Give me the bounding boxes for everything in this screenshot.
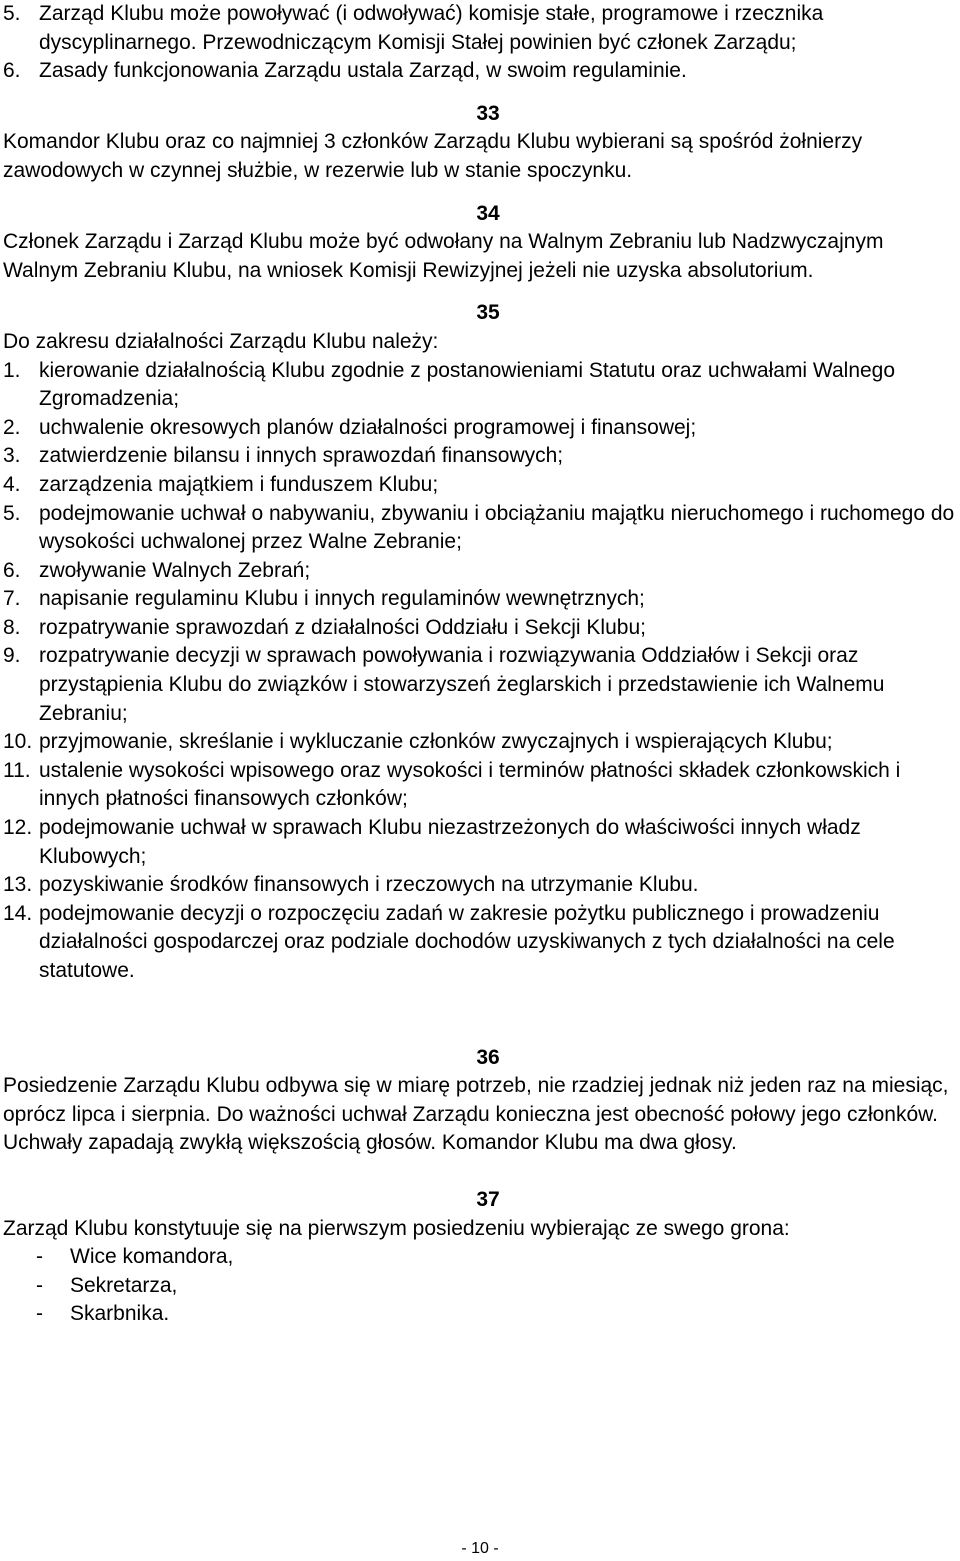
list-item-number: 14. (3, 901, 33, 925)
list-item-text: Zarząd Klubu może powoływać (i odwoływać) komisje stałe, programowe i rzecznika dyscyplinarnego. Przewodniczącym Komisji Stałej powinien być członek Zarządu; (39, 2, 824, 54)
list-item (3, 442, 956, 471)
list-item-number: 5. (3, 501, 21, 525)
list-item-dash: - (36, 1245, 43, 1269)
list-item-text: Wice komandora, (70, 1245, 234, 1269)
section-text: Członek Zarządu i Zarząd Klubu może być odwołany na Walnym Zebraniu lub Nadzwyczajnym Walnym Zebraniu Klubu, na wniosek Komisji Rewizyjnej jeżeli nie uzyska absolutorium. (3, 230, 884, 282)
list-item-number: 3. (3, 444, 21, 468)
section-heading: 33 (476, 101, 500, 125)
list-item (3, 0, 956, 57)
list-item (3, 900, 956, 986)
section-heading: 34 (476, 201, 500, 225)
list-item-text: Zasady funkcjonowania Zarządu ustala Zarząd, w swoim regulaminie. (39, 59, 687, 83)
section-intro: Do zakresu działalności Zarządu Klubu należy: (3, 329, 439, 353)
list-item-text: napisanie regulaminu Klubu i innych regulaminów wewnętrznych; (39, 587, 645, 611)
list-item-number: 2. (3, 415, 21, 439)
list-item-text: podejmowanie uchwał o nabywaniu, zbywaniu i obciążaniu majątku nieruchomego i ruchomego do wysokości uchwalonej przez Walne Zebranie; (39, 501, 955, 554)
list-item-text: zarządzenia majątkiem i funduszem Klubu; (39, 472, 439, 496)
list-item-text: podejmowanie uchwał w sprawach Klubu niezastrzeżonych do właściwości innych władz Klubowych; (39, 816, 861, 868)
section-heading: 37 (476, 1187, 500, 1211)
list-item-dash: - (36, 1273, 43, 1297)
list-item (3, 642, 956, 728)
list-item (36, 1272, 956, 1301)
list-item-number: 1. (3, 358, 21, 382)
list-item (3, 414, 956, 443)
list-item-number: 6. (3, 59, 21, 83)
section-37 (3, 1186, 956, 1329)
list-item (3, 814, 956, 871)
list-item (3, 614, 956, 643)
board-roles-list (3, 1243, 956, 1329)
list-item-text: rozpatrywanie sprawozdań z działalności Oddziału i Sekcji Klubu; (39, 615, 646, 639)
list-item-text: rozpatrywanie decyzji w sprawach powoływania i rozwiązywania Oddziałów i Sekcji oraz przystąpienia Klubu do związków i stowarzyszeń żeglarskich i przedstawienie ich Walnemu Zebraniu; (39, 644, 885, 725)
page-number: - 10 - (461, 1540, 499, 1557)
section-intro: Zarząd Klubu konstytuuje się na pierwszym posiedzeniu wybierając ze swego grona: (3, 1216, 790, 1240)
list-item (36, 1243, 956, 1272)
section-34 (3, 200, 956, 286)
section-heading: 35 (476, 301, 500, 325)
duties-list (3, 357, 956, 986)
list-item-text: przyjmowanie, skreślanie i wykluczanie członków zwyczajnych i wspierających Klubu; (39, 730, 833, 754)
section-36 (3, 1044, 956, 1158)
list-item-text: zwoływanie Walnych Zebrań; (39, 558, 311, 582)
section-heading: 36 (476, 1045, 500, 1069)
list-item-number: 9. (3, 644, 21, 668)
list-item (3, 357, 956, 414)
list-item-text: kierowanie działalnością Klubu zgodnie z postanowieniami Statutu oraz uchwałami Walnego Zgromadzenia; (39, 358, 896, 411)
section-35 (3, 299, 956, 985)
list-item-dash: - (36, 1302, 43, 1326)
list-item (3, 585, 956, 614)
list-item-number: 11. (3, 758, 31, 782)
list-item-text: uchwalenie okresowych planów działalności programowej i finansowej; (39, 415, 697, 439)
list-item (3, 57, 956, 86)
list-item-number: 7. (3, 587, 21, 611)
list-item-text: pozyskiwanie środków finansowych i rzeczowych na utrzymanie Klubu. (39, 873, 699, 897)
list-item (36, 1300, 956, 1329)
list-item (3, 500, 956, 557)
list-item-text: Sekretarza, (70, 1273, 178, 1297)
list-item-number: 13. (3, 873, 33, 897)
list-item (3, 557, 956, 586)
list-item (3, 728, 956, 757)
section-text: Komandor Klubu oraz co najmniej 3 członków Zarządu Klubu wybierani są spośród żołnierzy zawodowych w czynnej służbie, w rezerwie lub w stanie spoczynku. (3, 130, 863, 182)
list-item-number: 5. (3, 2, 21, 25)
list-item-number: 8. (3, 615, 21, 639)
list-item (3, 757, 956, 814)
list-item (3, 871, 956, 900)
list-item-number: 10. (3, 730, 33, 754)
list-item (3, 471, 956, 500)
top-list (3, 0, 956, 86)
list-item-text: ustalenie wysokości wpisowego oraz wysokości i terminów płatności składek członkowskich i innych płatności finansowych członków; (39, 758, 901, 811)
list-item-text: Skarbnika. (70, 1302, 170, 1326)
list-item-number: 6. (3, 558, 21, 582)
list-item-text: podejmowanie decyzji o rozpoczęciu zadań w zakresie pożytku publicznego i prowadzeniu działalności gospodarczej oraz podziale dochodów uzyskiwanych z tych działalności na cele statutowe. (39, 901, 895, 982)
list-item-number: 4. (3, 472, 21, 496)
section-33 (3, 100, 956, 186)
list-item-text: zatwierdzenie bilansu i innych sprawozdań finansowych; (39, 444, 564, 468)
list-item-number: 12. (3, 816, 33, 840)
section-text: Posiedzenie Zarządu Klubu odbywa się w miarę potrzeb, nie rzadziej jednak niż jeden raz na miesiąc, oprócz lipca i sierpnia. Do ważności uchwał Zarządu konieczna jest obecność połowy jego członków. Uchwały zapadają zwykłą większością głosów. Komandor Klubu ma dwa głosy. (3, 1074, 949, 1155)
